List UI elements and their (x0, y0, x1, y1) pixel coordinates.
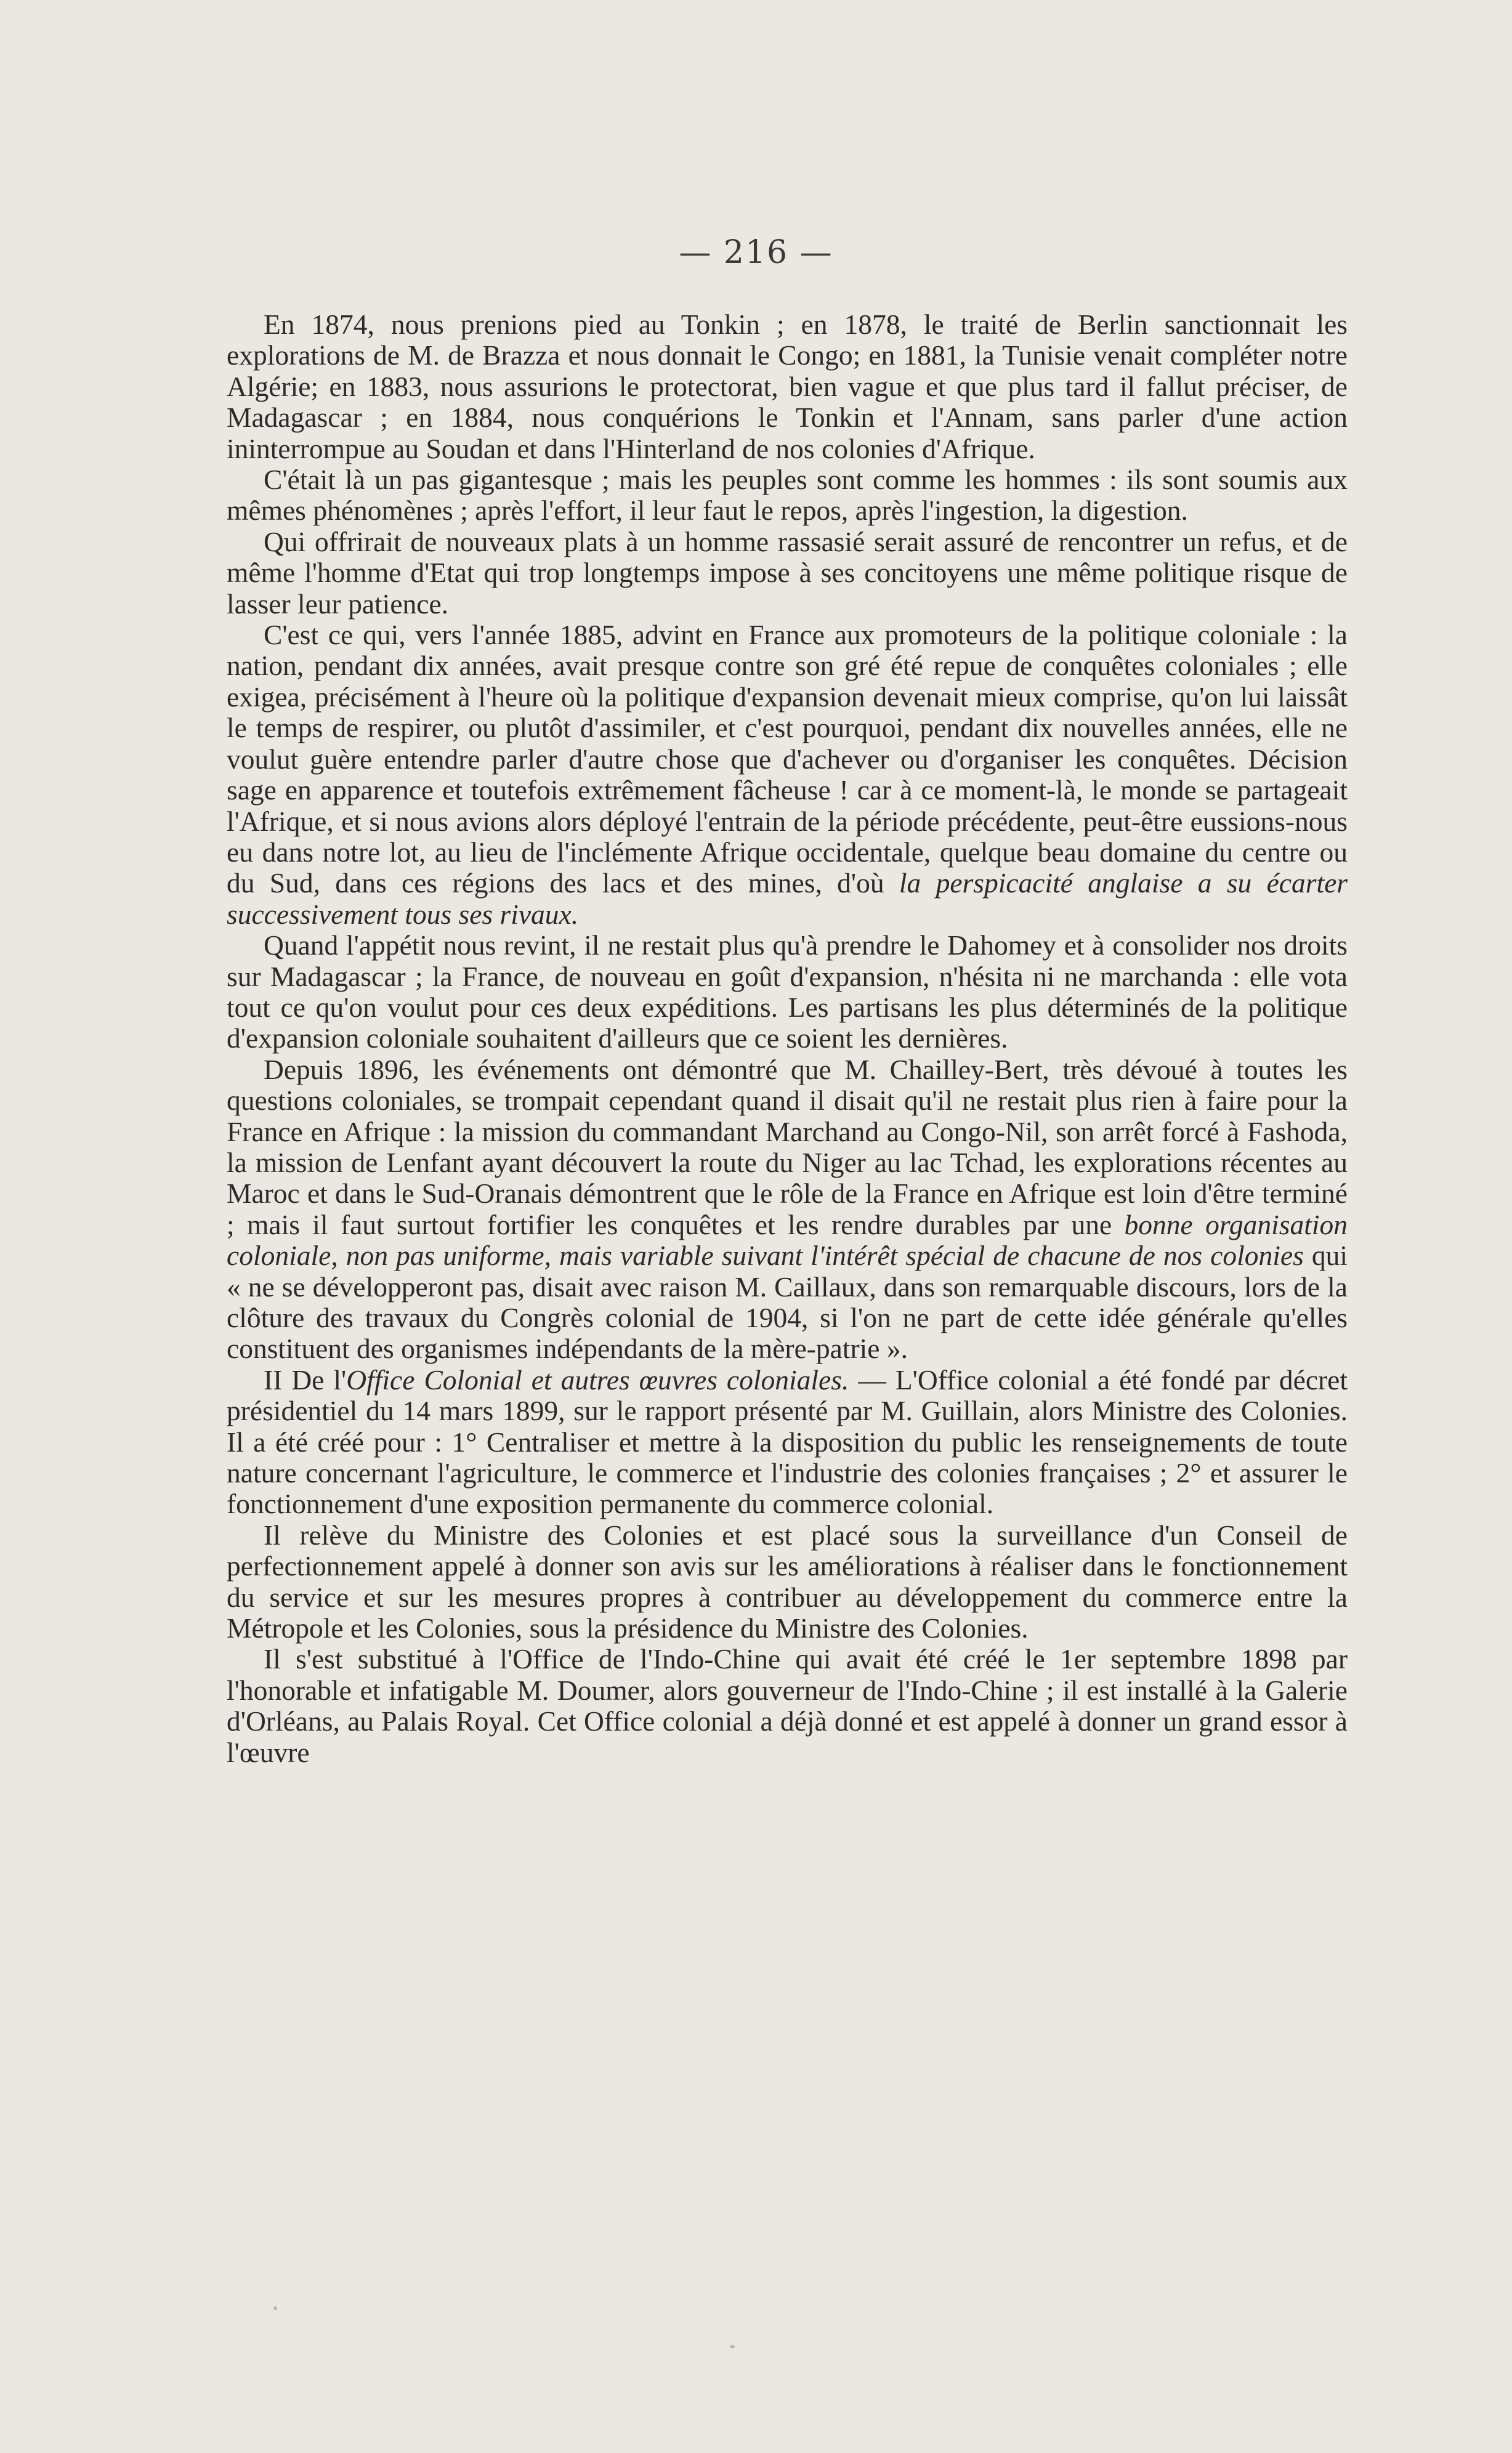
paragraph-5: Quand l'appétit nous revint, il ne restait plus qu'à prendre le Dahomey et à consolider nos droits sur Madagascar ; la France, de nouveau en goût d'expansion, n'hésita ni ne marchanda : elle vota tout ce qu'on voulut pour ces deux expéditions. Les partisans les plus déterminés de la politique d'expansion coloniale souhaitent d'ailleurs que ce soient les dernières. (227, 929, 1348, 1054)
paragraph-3: Qui offrirait de nouveaux plats à un homme rassasié serait assuré de rencontrer un refus, et de même l'homme d'Etat qui trop longtemps impose à ses concitoyens une même politique risque de lasser leur patience. (227, 525, 1348, 620)
paragraph-7-text-b: — L'Office colonial a été fondé par décret présidentiel du 14 mars 1899, sur le rapport présenté par M. Guillain, alors Ministre des Colonies. Il a été créé pour : 1° Centraliser et mettre à la disposition du public les renseignements de toute nature concernant l'agriculture, le commerce et l'industrie des colonies françaises ; 2° et assurer le fonctionnement d'une exposition permanente du commerce colonial. (227, 1364, 1348, 1520)
paragraph-4 (227, 620, 1348, 930)
paragraph-7-text-a: II De l' (264, 1364, 347, 1396)
paragraph-7 (227, 1365, 1348, 1520)
paragraph-6 (227, 1054, 1348, 1365)
paragraph-8: Il relève du Ministre des Colonies et est placé sous la surveillance d'un Conseil de perfectionnement appelé à donner son avis sur les améliorations à réaliser dans le fonctionnement du service et sur les mesures propres à contribuer au développement du commerce entre la Métropole et les Colonies, sous la présidence du Ministre des Colonies. (227, 1519, 1348, 1644)
paragraph-4-italic: la perspicacité anglaise a su écarter successivement tous ses rivaux. (227, 867, 1348, 930)
paragraph-4-text: C'est ce qui, vers l'année 1885, advint en France aux promoteurs de la politique coloniale : la nation, pendant dix années, avait presque contre son gré été repue de conquêtes coloniales ; elle exigea, précisément à l'heure où la politique d'expansion devenait mieux comprise, qu'on lui laissât le temps de respirer, ou plutôt d'assimiler, et c'est pourquoi, pendant dix nouvelles années, elle ne voulut guère entendre parler d'autre chose que d'achever ou d'organiser les conquêtes. Décision sage en apparence et toutefois extrêmement fâcheuse ! car à ce moment-là, le monde se partageait l'Afrique, et si nous avions alors déployé l'entrain de la période précédente, peut-être eussions-nous eu dans notre lot, au lieu de l'inclémente Afrique occidentale, quelque beau domaine du centre ou du Sud, dans ces régions des lacs et des mines, d'où (227, 619, 1348, 899)
paragraph-1: En 1874, nous prenions pied au Tonkin ; en 1878, le traité de Berlin sanctionnait les explorations de M. de Brazza et nous donnait le Congo; en 1881, la Tunisie venait compléter notre Algérie; en 1883, nous assurions le protectorat, bien vague et que plus tard il fallut préciser, de Madagascar ; en 1884, nous conquérions le Tonkin et l'Annam, sans parler d'une action ininterrompue au Soudan et dans l'Hinterland de nos colonies d'Afrique. (227, 309, 1348, 464)
paragraph-9: Il s'est substitué à l'Office de l'Indo-Chine qui avait été créé le 1er septembre 1898 par l'honorable et infatigable M. Doumer, alors gouverneur de l'Indo-Chine ; il est installé à la Galerie d'Orléans, au Palais Royal. Cet Office colonial a déjà donné et est appelé à donner un grand essor à l'œuvre (227, 1643, 1348, 1768)
page-number: — 216 — (679, 234, 833, 271)
paragraph-6-text-b: qui « ne se développeront pas, disait avec raison M. Caillaux, dans son remarquable discours, lors de la clôture des travaux du Congrès colonial de 1904, si l'on ne part de cette idée générale qu'elles constituent des organismes indépendants de la mère-patrie ». (227, 1240, 1348, 1365)
paragraph-6-italic: bonne organisation coloniale, non pas uniforme, mais variable suivant l'intérêt spécial de chacune de nos colonies (227, 1208, 1348, 1272)
paragraph-6-text-a: Depuis 1896, les événements ont démontré que M. Chailley-Bert, très dévoué à toutes les questions coloniales, se trompait cependant quand il disait qu'il ne restait plus rien à faire pour la France en Afrique : la mission du commandant Marchand au Congo-Nil, son arrêt forcé à Fashoda, la mission de Lenfant ayant découvert la route du Niger au lac Tchad, les explorations récentes au Maroc et dans le Sud-Oranais démontrent que le rôle de la France en Afrique est loin d'être terminé ; mais il faut surtout fortifier les conquêtes et les rendre durables par une (227, 1053, 1348, 1240)
paragraph-2: C'était là un pas gigantesque ; mais les peuples sont comme les hommes : ils sont soumis aux mêmes phénomènes ; après l'effort, il leur faut le repos, après l'ingestion, la digestion. (227, 464, 1348, 527)
paragraph-7-italic: Office Colonial et autres œuvres coloniales. (346, 1364, 849, 1396)
paper-speck (730, 2345, 735, 2348)
body-text (227, 309, 1348, 1768)
paper-speck (273, 2306, 277, 2310)
